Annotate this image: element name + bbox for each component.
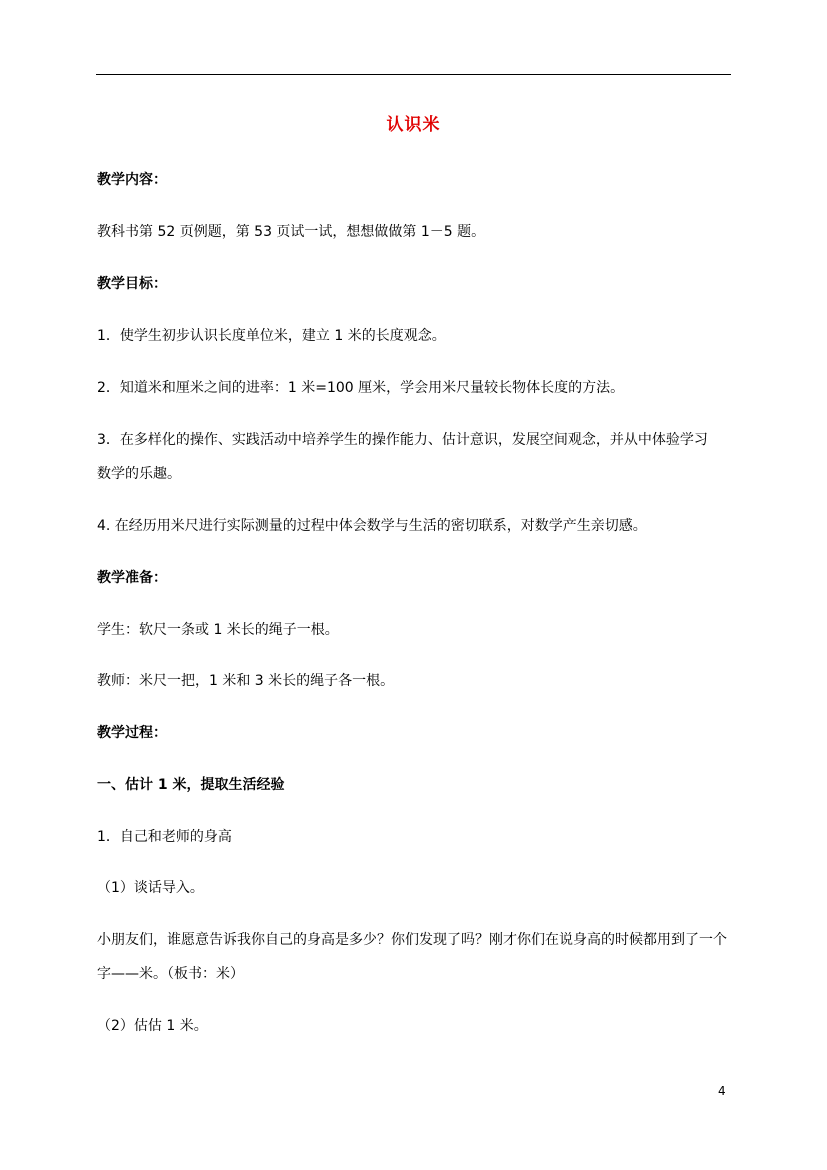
- sub-item-2: （2）估估 1 米。: [97, 1018, 208, 1034]
- sub-item-1: （1）谈话导入。: [97, 880, 204, 896]
- page-number: 4: [718, 1084, 726, 1098]
- goal-1: 1．使学生初步认识长度单位米，建立 1 米的长度观念。: [97, 328, 446, 344]
- dialogue-paragraph: 小朋友们，谁愿意告诉我你自己的身高是多少？你们发现了吗？刚才你们在说身高的时候都用到了一个字——米。（板书：米）: [97, 932, 727, 982]
- prep-teacher: 教师：米尺一把，1 米和 3 米长的绳子各一根。: [97, 673, 395, 689]
- goal-3: 3．在多样化的操作、实践活动中培养学生的操作能力、估计意识，发展空间观念，并从中体验学习数学的乐趣。: [97, 432, 708, 482]
- goals-heading: 教学目标：: [97, 276, 167, 292]
- header-rule: [96, 74, 731, 75]
- process-heading: 教学过程：: [97, 725, 167, 741]
- goal-4: 4. 在经历用米尺进行实际测量的过程中体会数学与生活的密切联系，对数学产生亲切感。: [97, 518, 647, 534]
- item-1: 1．自己和老师的身高: [97, 829, 232, 845]
- content-text: 教科书第 52 页例题，第 53 页试一试，想想做做第 1－5 题。: [97, 224, 486, 240]
- goal-2: 2．知道米和厘米之间的进率：1 米=100 厘米，学会用米尺量较长物体长度的方法。: [97, 380, 625, 396]
- content-heading: 教学内容：: [97, 172, 167, 188]
- document-title: 认识米: [386, 115, 441, 135]
- part-1-heading: 一、估计 1 米，提取生活经验: [97, 777, 285, 793]
- prep-heading: 教学准备：: [97, 570, 167, 586]
- prep-student: 学生：软尺一条或 1 米长的绳子一根。: [97, 622, 339, 638]
